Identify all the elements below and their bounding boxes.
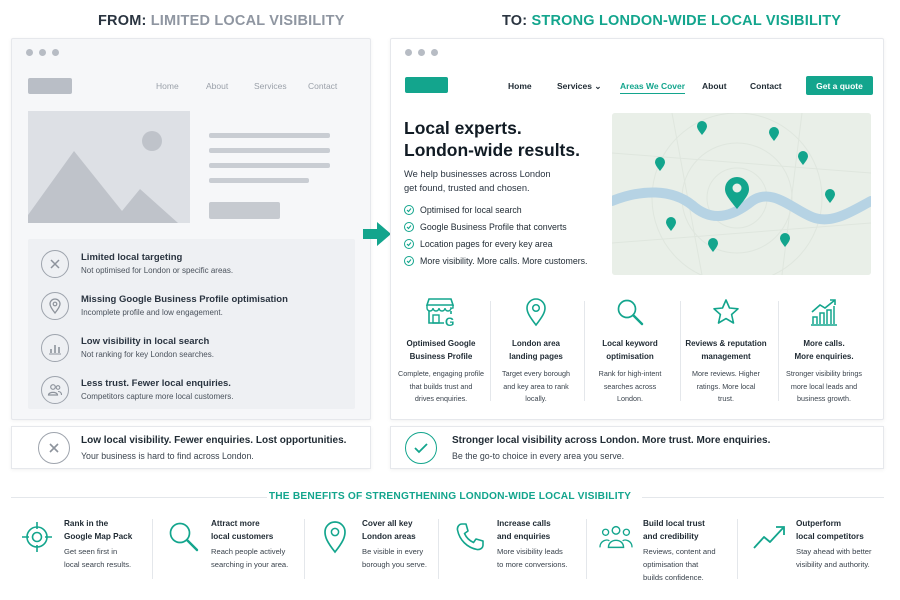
x-circle-icon [41, 250, 69, 278]
feature-item: G Optimised Google Business Profile Complete, engaging profile that builds trust and drives enquiries. [396, 295, 486, 406]
window-dots [26, 49, 59, 56]
nav-areas-link[interactable]: Areas We Cover [620, 81, 685, 94]
nav-contact-link[interactable]: Contact [308, 81, 338, 91]
divider [438, 519, 439, 579]
check-item: Location pages for every key area [404, 239, 553, 249]
nav-about-link[interactable]: About [206, 81, 229, 91]
feature-item: More calls. More enquiries. Stronger visibility brings more local leads and business growth. [779, 295, 869, 406]
from-heading: FROM: LIMITED LOCAL VISIBILITY [98, 13, 345, 29]
map-pin-icon [41, 292, 69, 320]
growth-chart-icon [779, 295, 869, 329]
logo-placeholder [28, 78, 72, 94]
location-pin-icon [491, 295, 581, 329]
divider [152, 519, 153, 579]
to-heading: TO: STRONG LONDON-WIDE LOCAL VISIBILITY [502, 13, 842, 29]
london-map[interactable] [612, 113, 871, 275]
image-placeholder-icon [28, 111, 190, 223]
target-pin-icon [20, 520, 54, 554]
feature-item: Local keyword optimisation Rank for high-intent searches across London. [585, 295, 675, 406]
users-icon [41, 376, 69, 404]
search-icon [167, 520, 201, 554]
brand-logo[interactable] [405, 77, 448, 93]
button-placeholder [209, 202, 280, 219]
check-icon [404, 222, 414, 232]
nav-home-link[interactable]: Home [508, 81, 532, 91]
check-item: More visibility. More calls. More customers. [404, 256, 588, 266]
text-placeholder-line [209, 163, 330, 168]
text-placeholder-line [209, 148, 330, 153]
hero-title-line1: Local experts. [404, 118, 522, 138]
check-circle-icon [405, 432, 437, 464]
arrow-right-icon [363, 222, 391, 251]
check-icon [404, 239, 414, 249]
phone-icon [453, 520, 487, 554]
before-website-mockup: Home About Services Contact Limited local targeting Not optimised for London or specific areas. Missing Google Business Profile optimisation Incomplete profile and low engagement. Low visibility in local search Not ranking for key London searches. Less trust. Fewer local enquiries. Competitors capture more local customers. [11, 38, 371, 420]
bar-chart-icon [41, 334, 69, 362]
storefront-icon [396, 295, 486, 329]
check-item: Google Business Profile that converts [404, 222, 567, 232]
nav-about-link[interactable]: About [702, 81, 727, 91]
before-summary-callout: Low local visibility. Fewer enquiries. Lost opportunities. Your business is hard to find across London. [11, 426, 371, 469]
window-dots [405, 49, 438, 56]
hero-text: get found, trusted and chosen. [404, 183, 530, 193]
after-summary-callout: Stronger local visibility across London. More trust. More enquiries. Be the go-to choice in every area you serve. [390, 426, 884, 469]
check-icon [404, 256, 414, 266]
hero-title-line2: London-wide results. [404, 140, 580, 160]
text-placeholder-line [209, 178, 309, 183]
nav-contact-link[interactable]: Contact [750, 81, 782, 91]
after-website-mockup [390, 38, 884, 420]
nav-home-link[interactable]: Home [156, 81, 179, 91]
nav-services-link[interactable]: Services ⌄ [557, 81, 602, 91]
text-placeholder-line [209, 133, 330, 138]
get-quote-button[interactable]: Get a quote [806, 76, 873, 95]
trend-up-icon [752, 520, 786, 554]
divider [737, 519, 738, 579]
star-icon [681, 295, 771, 329]
feature-item: London area landing pages Target every borough and key area to rank locally. [491, 295, 581, 406]
feature-item: Reviews & reputation management More reviews. Higher ratings. More local trust. [681, 295, 771, 406]
svg-text:G: G [445, 315, 455, 327]
check-item: Optimised for local search [404, 205, 522, 215]
search-icon [585, 295, 675, 329]
hero-text: We help businesses across London [404, 169, 551, 179]
divider [586, 519, 587, 579]
nav-services-link[interactable]: Services [254, 81, 287, 91]
check-icon [404, 205, 414, 215]
chevron-down-icon: ⌄ [594, 81, 602, 91]
x-circle-icon [38, 432, 70, 464]
location-pin-icon [318, 520, 352, 554]
team-icon [599, 520, 633, 554]
divider [304, 519, 305, 579]
benefits-title: THE BENEFITS OF STRENGTHENING LONDON-WIDE LOCAL VISIBILITY [268, 491, 632, 502]
